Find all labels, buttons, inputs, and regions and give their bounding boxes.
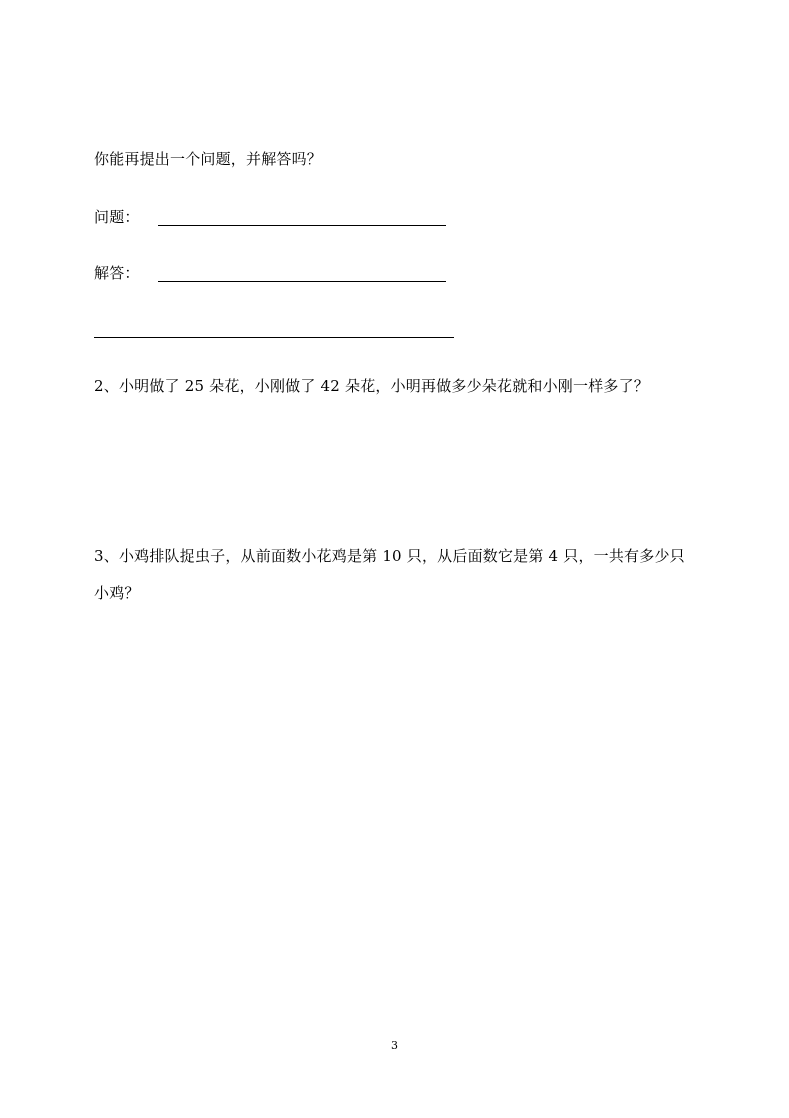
followup-prompt: 你能再提出一个问题，并解答吗？ [94,150,323,168]
problem-3-line-2: 小鸡？ [94,584,140,602]
answer-label: 解答： [94,264,140,282]
answer-line-1 [158,281,446,282]
answer-line-2 [94,337,454,338]
question-answer-line [158,225,446,226]
problem-3-line-1: 3、小鸡排队捉虫子，从前面数小花鸡是第 10 只，从后面数它是第 4 只，一共有多少只 [94,547,685,565]
question-label: 问题： [94,208,140,226]
page-number: 3 [391,1039,398,1052]
problem-2: 2、小明做了 25 朵花，小刚做了 42 朵花，小明再做多少朵花就和小刚一样多了？ [94,377,649,395]
